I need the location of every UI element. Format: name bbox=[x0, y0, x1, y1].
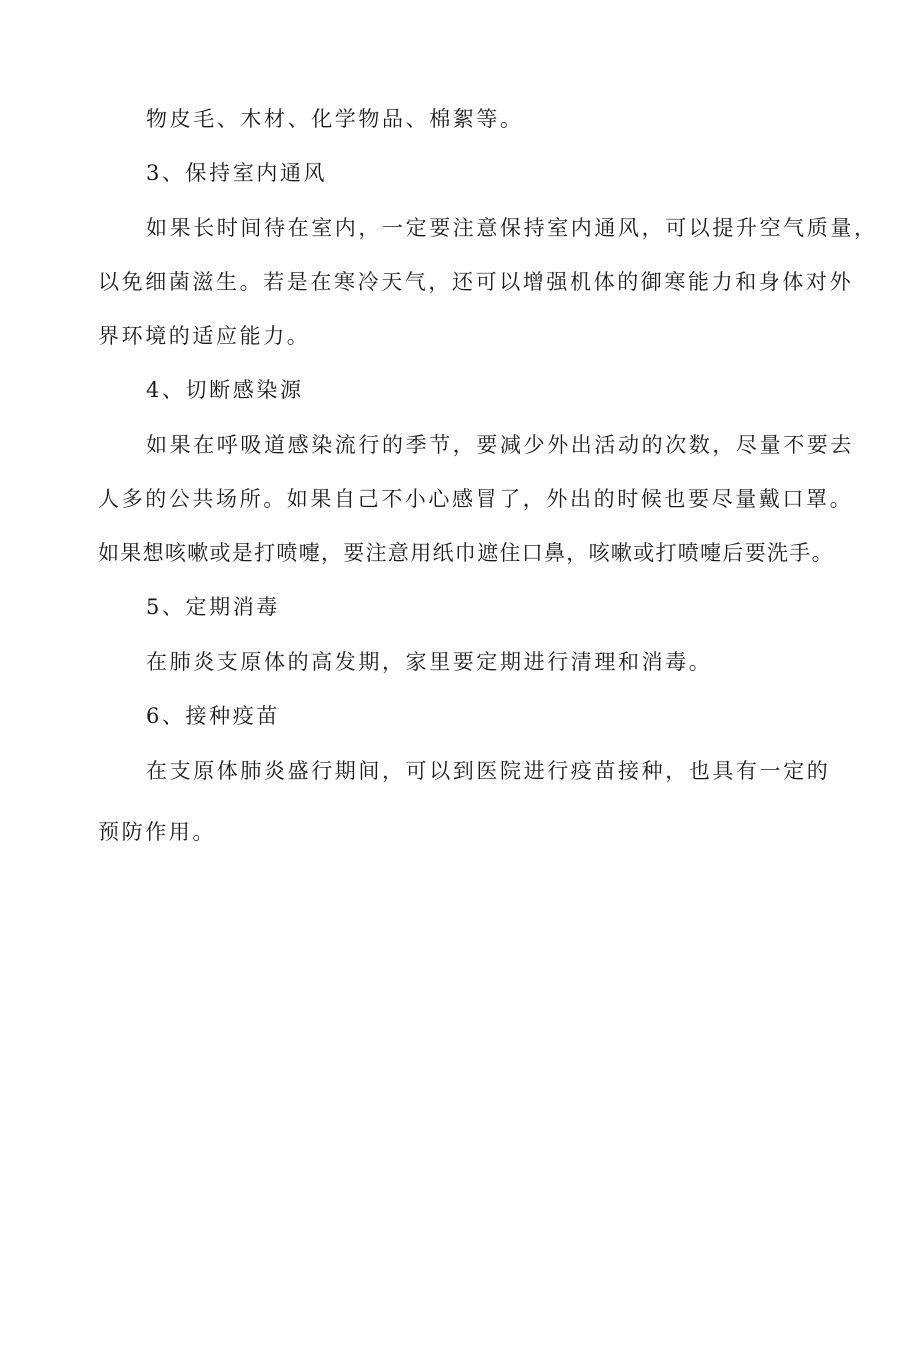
paragraph-line: 在支原体肺炎盛行期间，可以到医院进行疫苗接种，也具有一定的 bbox=[146, 759, 831, 783]
section-heading-disinfection: 5、定期消毒 bbox=[146, 595, 280, 619]
section-heading-vaccination: 6、接种疫苗 bbox=[146, 704, 280, 728]
section-heading-ventilation: 3、保持室内通风 bbox=[146, 161, 328, 185]
paragraph-line: 如果长时间待在室内，一定要注意保持室内通风，可以提升空气质量， bbox=[146, 216, 878, 240]
paragraph-line: 如果想咳嗽或是打喷嚏，要注意用纸巾遮住口鼻，咳嗽或打喷嚏后要洗手。 bbox=[98, 541, 834, 565]
paragraph-line: 界环境的适应能力。 bbox=[98, 324, 311, 348]
paragraph-line: 预防作用。 bbox=[98, 820, 216, 844]
paragraph-line: 在肺炎支原体的高发期，家里要定期进行清理和消毒。 bbox=[146, 650, 713, 674]
section-heading-infection-source: 4、切断感染源 bbox=[146, 378, 304, 402]
paragraph-line: 如果在呼吸道感染流行的季节，要减少外出活动的次数，尽量不要去 bbox=[146, 433, 854, 457]
paragraph-line: 人多的公共场所。如果自己不小心感冒了，外出的时候也要尽量戴口罩。 bbox=[98, 487, 854, 511]
paragraph-line: 以免细菌滋生。若是在寒冷天气，还可以增强机体的御寒能力和身体对外 bbox=[98, 270, 854, 294]
paragraph-continuation: 物皮毛、木材、化学物品、棉絮等。 bbox=[146, 107, 524, 131]
